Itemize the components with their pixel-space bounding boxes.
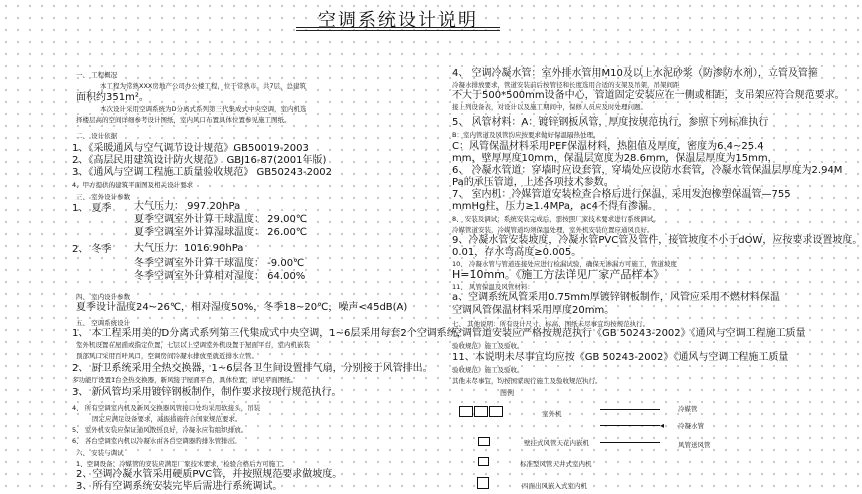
- left-column-line: 择楼层高的空间详细参考设计图纸，室内风口布置具体位置参见施工图纸。: [76, 116, 291, 124]
- left-column-line: 六、 安装与调试: [76, 449, 124, 457]
- right-column-line: 冷媒管道安装，冷媒管道均须保温处理，室外机安装位置应通风良好。: [452, 226, 654, 234]
- left-column-line: 3、 新风管均采用镀锌钢板制作，制作要求按现行规范执行。: [72, 387, 342, 398]
- left-column-line: 2、 厨卫系统采用全热交换器，1~6层各卫生间设置排气扇，分别接于风管排出。: [72, 363, 433, 374]
- right-column-line: 6、 冷凝水管道：穿墙时应设套管，穿墙处应设防水套管，冷凝水管保温层厚度为2.94M: [452, 165, 843, 176]
- left-column-line: 夏季空调室外计算湿球温度： 26.00℃: [134, 227, 308, 238]
- right-column-line: 11、 风管保温及风管材料：: [452, 283, 534, 291]
- right-column-line: 空调管道安装应严格按规范执行《GB 50243-2002》《通风与空调工程施工质量: [452, 328, 806, 339]
- right-column-line: 空调风管保温材料采用厚度20mm。: [452, 305, 615, 316]
- left-column-line: 1、 本工程采用美的D分离式系列第三代集成式中央空调，1~6层采用每套2个空调系统，: [72, 328, 467, 339]
- left-column-line: 2、《高层民用建筑设计防火规范》 GBJ16-87(2001年版): [72, 155, 327, 166]
- right-column-line: C：风管保温材料采用PEF保温材料，热阻值及厚度，密度为6.4~25.4: [452, 141, 764, 152]
- right-column-line: mm，壁厚厚度10mm，保温层宽度为28.6mm，保温层厚度为15mm，: [452, 153, 778, 164]
- left-column-line: 多功能厅设置1台全热交换器，新风接于屋面平台，具体位置，详见平面图纸。: [72, 376, 298, 384]
- left-column-line: 3、《通风与空调工程施工质量验收规范》 GB50243-2002: [72, 167, 333, 178]
- legend-label: 风管送风管: [678, 441, 711, 449]
- right-column-line: 4、 空调冷凝水管：室外排水管用M10及以上水泥砂浆（防渗防水剂），立管及管箍: [452, 68, 818, 79]
- legend-label: 室外机: [542, 410, 562, 418]
- left-column-line: 4、甲方提供的建筑平面图及相关设计要求: [72, 181, 194, 189]
- left-column-line: 1、 夏季: [72, 203, 112, 214]
- title-underline: [296, 27, 500, 28]
- right-column-line: 不大于500*500mm设备中心，管道固定安装应在一侧或相距，支吊架应符合规范要求。: [452, 90, 845, 101]
- left-column-line: 1、空调设备、冷媒管的安装应满足厂家技术要求，检验合格后方可施工。: [76, 460, 289, 468]
- legend-label: 冷凝水管: [678, 422, 704, 430]
- left-column-line: 1、《采暖通风与空气调节设计规范》GB50019-2003: [72, 143, 309, 154]
- legend-label: 壁挂式风管天花内嵌机: [524, 439, 589, 447]
- right-column-line: 8、 安装及调试：系统安装完成后，需按照厂家技术要求进行系统调试。: [452, 215, 660, 223]
- left-column-line: 室外机设置在屋面或指定位置，七层以上空调室外机设置于屋面平台，室内机嵌装: [76, 341, 310, 349]
- left-column-line: 冬季空调室外计算相对湿度： 64.00%: [134, 271, 306, 282]
- page-title: 空调系统设计说明: [318, 10, 478, 31]
- right-column-line: 接上列设备表，对设计以及施工期间中，保修人员应及时处理问题。: [452, 103, 647, 111]
- right-column-line: 其他未尽事宜，均按国家现行施工及验收规范执行。: [452, 377, 602, 385]
- right-column-line: H=10mm。《施工方法详见厂家产品样本》: [452, 268, 665, 281]
- right-column-line: 验收规范》施工及验收。: [452, 366, 524, 374]
- wall-ducted-unit-icon: [478, 437, 490, 446]
- left-column-line: 面积约351m²。: [76, 92, 149, 103]
- right-column-line: Pa的承压管道，上述各项技术参数。: [452, 177, 614, 188]
- right-column-line: B：室内管道及风管均应按要求做好保温隔热处理。: [452, 131, 600, 139]
- right-column-line: 0.01，存水弯高度≥0.005。: [452, 247, 582, 258]
- legend-label: 标准型风管天井式室内机: [520, 460, 592, 468]
- left-column-line: 4、 所有空调室内机及新风交换器风管接口处均采用软接头，吊装: [72, 404, 261, 412]
- left-column-line: 冬季空调室外计算干球温度： -9.00℃: [134, 258, 305, 269]
- right-column-line: 9、冷凝水管安装坡度，冷凝水管PVC管及管件，接管坡度不小于dOW，应按要求设置坡度。: [452, 235, 862, 246]
- left-column-line: 四、 室内设计参数: [76, 293, 131, 301]
- right-column-line: 冷凝水排放要求，管道安装前后按管径和长度选用合适的支架及吊架，吊架间距: [452, 81, 680, 89]
- right-column-line: a、空调系统风管采用0.75mm厚镀锌钢板制作，风管应采用不燃材料保温: [452, 292, 780, 303]
- right-column-line: 10、 冷凝水管与管道连接处应进行检漏试验，确保无渗漏方可施工，管道坡度: [452, 260, 677, 268]
- right-column-line: 7、 室内机：冷媒管道安装检查合格后进行保温，采用发泡橡塑保温管—755: [452, 189, 791, 200]
- left-column-line: 一、 工程概况: [76, 71, 118, 79]
- air-duct-line-icon: [600, 442, 660, 443]
- left-column-line: 2、空调冷凝水管采用硬质PVC管，并按照规范要求做坡度。: [76, 469, 343, 480]
- left-column-line: 2、 冬季: [72, 244, 112, 255]
- left-column-line: 3、所有空调系统安装完毕后需进行系统调试。: [76, 481, 283, 492]
- left-column-line: 夏季设计温度24~26℃，相对湿度50%，冬季18~20℃，噪声<45dB(A): [76, 302, 408, 313]
- left-column-line: 5、 室外机安装应保证通风散热良好，冷凝水应有组织排放。: [72, 426, 248, 434]
- left-column-line: 6、 各台空调室内机以冷凝水由各台空调器的排水管排出。: [72, 437, 241, 445]
- legend-label: 冷媒管: [678, 405, 698, 413]
- left-column-line: 二、 设计依据: [76, 132, 118, 140]
- left-column-line: 固定应满足设备要求，减振措施符合国家规范要求。: [92, 415, 242, 423]
- right-column-line: 七、 其他说明：所有设计尺寸、标高、图纸未尽事宜均按规范执行。: [452, 320, 650, 328]
- left-column-line: 本工程为常熟XXX房地产公司办公楼工程，位于常熟市。共7层，总建筑: [100, 82, 306, 90]
- right-column-line: mmHg柱，压力≥1.4MPa，ac4不得有渗漏。: [452, 201, 658, 212]
- left-column-line: 本次设计采用空调系统为D分离式系列第三代集成式中央空调，室内机选: [100, 105, 307, 113]
- right-column-line: 11、本说明未尽事宜均应按《GB 50243-2002》《通风与空调工程施工质量: [452, 352, 789, 363]
- title-underline-2: [296, 30, 500, 31]
- legend-title: 图例: [500, 389, 514, 397]
- left-column-line: 夏季空调室外计算干球温度： 29.00℃: [134, 214, 308, 225]
- cassette-unit-icon: [477, 477, 489, 489]
- ceiling-ducted-unit-icon: [478, 457, 489, 466]
- left-column-line: 大气压力：1016.90hPa: [134, 243, 244, 254]
- left-column-line: 五、 空调系统设计: [76, 319, 131, 327]
- condensate-pipe-line-icon: [600, 425, 660, 426]
- right-column-line: 5、 风管材料：A：镀锌钢板风管，厚度按规范执行，参照下列标准执行: [452, 117, 769, 128]
- left-column-line: 顶部风口采用百叶风口，空调房间冷凝水排放至就近排水立管。: [76, 352, 258, 360]
- left-column-line: 大气压力： 997.20hPa: [134, 201, 241, 212]
- left-column-line: 三、 室外设计参数: [76, 193, 131, 201]
- legend-label: 四面出风嵌入式室内机: [522, 482, 587, 490]
- right-column-line: 验收规范》施工及验收。: [452, 342, 524, 350]
- refrigerant-pipe-line-icon: [600, 409, 660, 410]
- arrow-right-icon: ◂: [660, 421, 665, 430]
